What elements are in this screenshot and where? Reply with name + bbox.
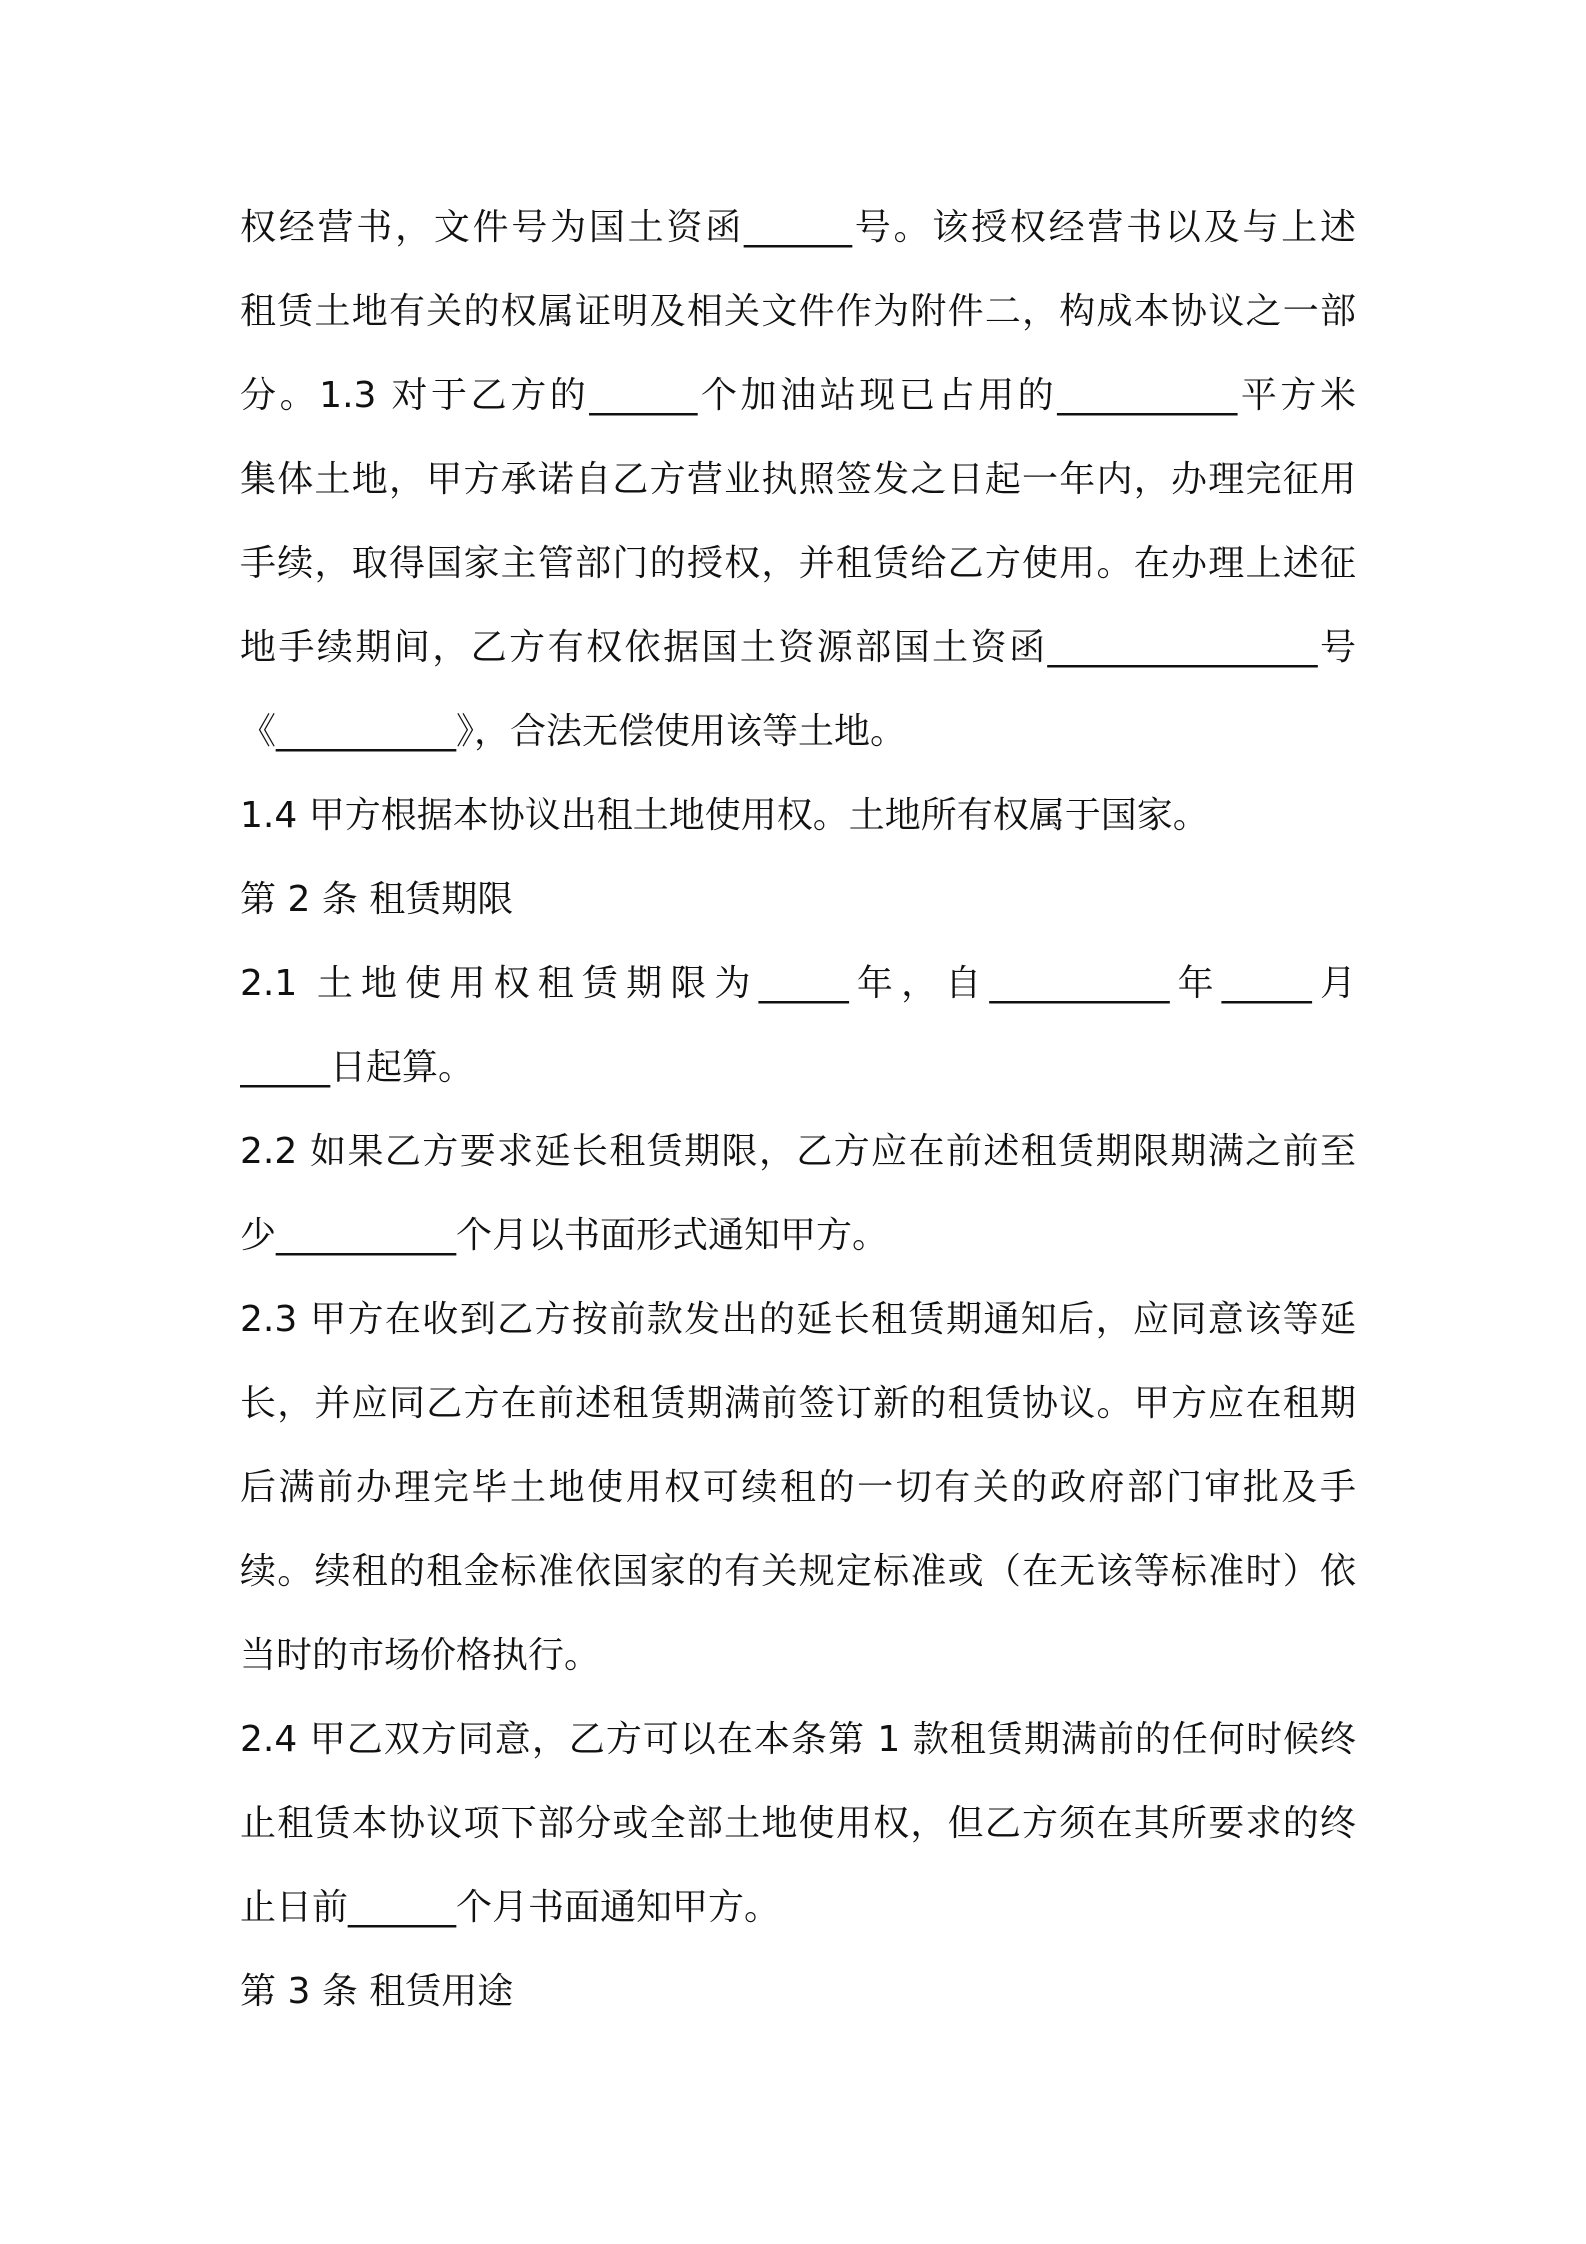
text-line: 2.3 甲方在收到乙方按前款发出的延长租赁期通知后，应同意该等延 <box>240 1299 1356 1340</box>
text-line: 少__________个月以书面形式通知甲方。 <box>240 1215 889 1256</box>
text-line: 2.2 如果乙方要求延长租赁期限，乙方应在前述租赁期限期满之前至 <box>240 1131 1356 1172</box>
text-line: 2.4 甲乙双方同意，乙方可以在本条第 1 款租赁期满前的任何时候终 <box>240 1719 1356 1760</box>
text-line: 《__________》，合法无偿使用该等土地。 <box>240 711 907 752</box>
text-line: _____日起算。 <box>240 1047 475 1088</box>
text-line: 1.4 甲方根据本协议出租土地使用权。土地所有权属于国家。 <box>240 795 1209 836</box>
text-line: 权经营书，文件号为国土资函______号。该授权经营书以及与上述 <box>240 207 1356 248</box>
text-line: 后满前办理完毕土地使用权可续租的一切有关的政府部门审批及手 <box>240 1467 1356 1508</box>
text-line: 续。续租的租金标准依国家的有关规定标准或（在无该等标准时）依 <box>240 1551 1356 1592</box>
text-line: 手续，取得国家主管部门的授权，并租赁给乙方使用。在办理上述征 <box>240 543 1356 584</box>
text-line: 集体土地，甲方承诺自乙方营业执照签发之日起一年内，办理完征用 <box>240 459 1356 500</box>
text-line: 长，并应同乙方在前述租赁期满前签订新的租赁协议。甲方应在租期 <box>240 1383 1356 1424</box>
text-line: 止日前______个月书面通知甲方。 <box>240 1887 781 1928</box>
text-line: 止租赁本协议项下部分或全部土地使用权，但乙方须在其所要求的终 <box>240 1803 1356 1844</box>
text-line: 当时的市场价格执行。 <box>240 1635 601 1676</box>
article-heading: 第 3 条 租赁用途 <box>240 1971 514 2012</box>
text-line: 分。1.3 对于乙方的______个加油站现已占用的__________平方米 <box>240 375 1356 416</box>
text-line: 地手续期间，乙方有权依据国土资源部国土资函_______________号 <box>240 627 1356 668</box>
article-heading: 第 2 条 租赁期限 <box>240 879 514 920</box>
text-line: 2.1 土地使用权租赁期限为_____年，自__________年_____月 <box>240 963 1356 1004</box>
text-line: 租赁土地有关的权属证明及相关文件作为附件二，构成本协议之一部 <box>240 291 1356 332</box>
